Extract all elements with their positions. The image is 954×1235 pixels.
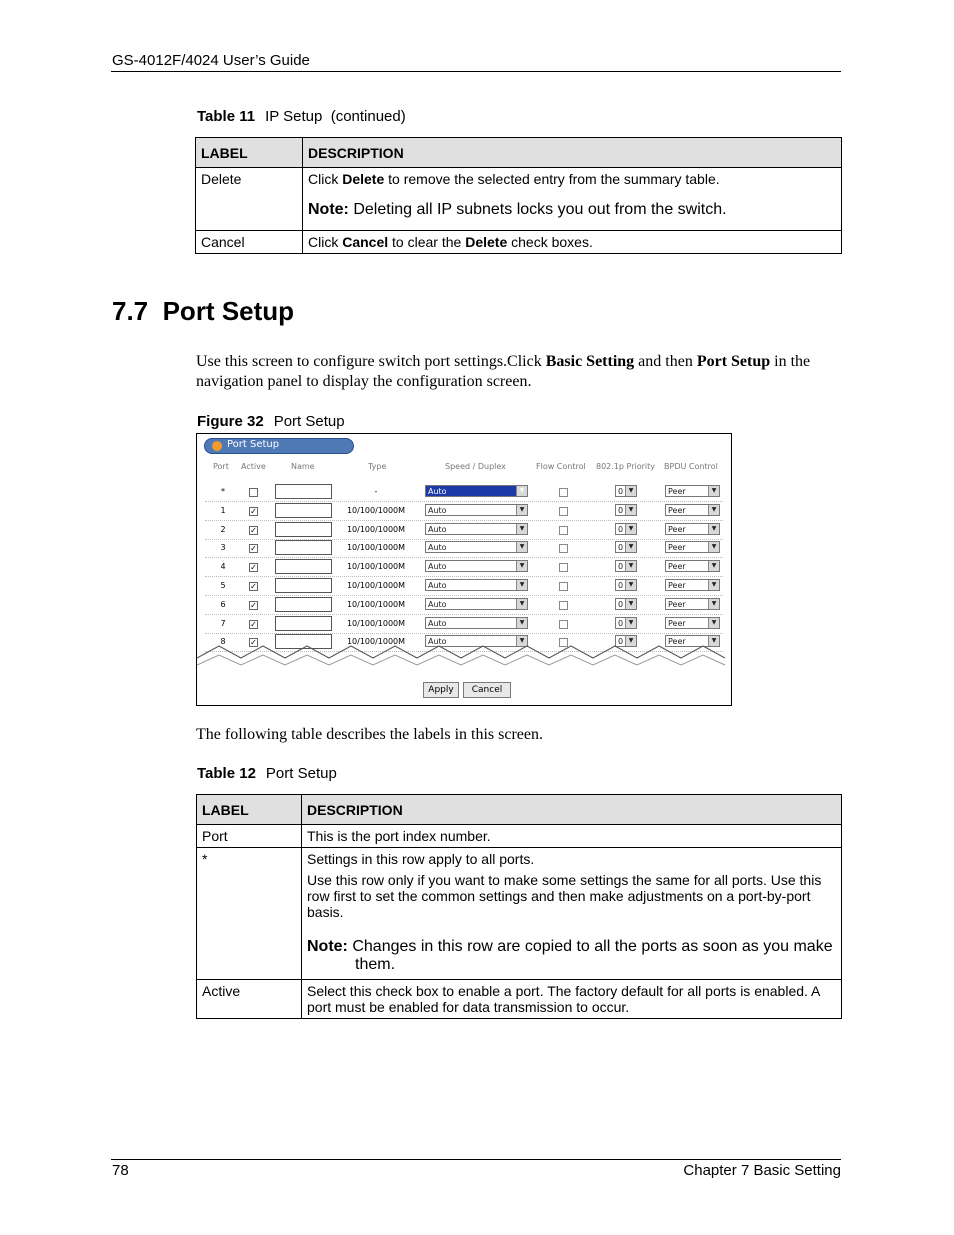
port-type: 10/100/1000M — [346, 543, 406, 553]
port-number: 1 — [220, 505, 226, 515]
port-row — [205, 538, 723, 558]
port-row — [205, 614, 723, 634]
chevron-down-icon: ▼ — [708, 542, 719, 552]
chevron-down-icon: ▼ — [708, 561, 719, 571]
flow-control-checkbox[interactable] — [559, 526, 568, 535]
row-label: Active — [197, 980, 302, 1019]
flow-control-checkbox[interactable] — [559, 507, 568, 516]
table-row — [197, 825, 842, 848]
tab-title: Port Setup — [227, 439, 280, 450]
speed-duplex-select[interactable]: Auto ▼ — [425, 541, 528, 553]
table12 — [196, 794, 842, 1019]
chevron-down-icon: ▼ — [625, 618, 636, 628]
torn-edge — [197, 644, 731, 670]
chevron-down-icon: ▼ — [708, 618, 719, 628]
name-input[interactable] — [275, 484, 332, 499]
section-title: 7.7 Port Setup — [112, 296, 295, 326]
chevron-down-icon: ▼ — [708, 486, 719, 496]
row-desc: Click Cancel to clear the Delete check boxes. — [303, 231, 842, 254]
speed-duplex-select[interactable]: Auto ▼ — [425, 598, 528, 610]
port-type: 10/100/1000M — [346, 599, 406, 609]
active-checkbox[interactable]: ✓ — [250, 563, 257, 573]
priority-select[interactable]: 0 ▼ — [615, 541, 637, 553]
chevron-down-icon: ▼ — [708, 524, 719, 534]
priority-select[interactable]: 0 ▼ — [615, 598, 637, 610]
chevron-down-icon: ▼ — [625, 580, 636, 590]
name-input[interactable] — [275, 578, 332, 593]
active-checkbox[interactable]: ✓ — [250, 582, 257, 591]
speed-duplex-select[interactable]: Auto ▼ — [425, 485, 528, 497]
chevron-down-icon: ▼ — [708, 636, 719, 646]
speed-duplex-select[interactable]: Auto ▼ — [425, 579, 528, 591]
chevron-down-icon: ▼ — [708, 599, 719, 609]
bpdu-control-select[interactable]: Peer ▼ — [665, 504, 720, 516]
speed-duplex-select[interactable]: Auto ▼ — [425, 504, 528, 516]
cancel-button[interactable]: Cancel — [463, 682, 511, 698]
table-row — [197, 980, 842, 1019]
chevron-down-icon: ▼ — [516, 505, 527, 515]
name-input[interactable] — [275, 597, 332, 612]
bpdu-control-select[interactable]: Peer ▼ — [665, 635, 720, 647]
col-type: Type — [368, 462, 387, 471]
name-input[interactable] — [275, 503, 332, 518]
port-row — [205, 482, 723, 502]
chevron-down-icon: ▼ — [516, 486, 527, 496]
port-type: 10/100/1000M — [346, 581, 406, 590]
port-type: - — [374, 487, 378, 496]
port-type: 10/100/1000M — [346, 618, 406, 628]
active-checkbox[interactable]: ✓ — [250, 544, 257, 554]
flow-control-checkbox[interactable] — [559, 563, 568, 572]
table12-caption-label: Table 12 — [197, 765, 256, 782]
row-label: Delete — [196, 168, 303, 231]
port-row — [205, 557, 723, 577]
table11 — [195, 137, 842, 254]
chevron-down-icon: ▼ — [625, 636, 636, 646]
table12-col-label: LABEL — [197, 795, 302, 825]
chevron-down-icon: ▼ — [516, 618, 527, 628]
flow-control-checkbox[interactable] — [559, 544, 568, 553]
table11-caption-label: Table 11 — [197, 108, 256, 125]
chevron-down-icon: ▼ — [708, 580, 719, 590]
flow-control-checkbox[interactable] — [559, 620, 568, 629]
name-input[interactable] — [275, 540, 332, 555]
apply-button[interactable]: Apply — [423, 682, 459, 698]
chevron-down-icon: ▼ — [625, 505, 636, 515]
active-checkbox[interactable]: ✓ — [250, 600, 257, 610]
bpdu-control-select[interactable]: Peer ▼ — [665, 598, 720, 610]
priority-select[interactable]: 0 ▼ — [615, 635, 637, 647]
speed-duplex-select[interactable]: Auto ▼ — [425, 635, 528, 647]
tab-bullet-icon — [212, 441, 222, 451]
row-label: Port — [197, 825, 302, 848]
priority-select[interactable]: 0 ▼ — [615, 560, 637, 572]
name-input[interactable] — [275, 616, 332, 631]
flow-control-checkbox[interactable] — [559, 601, 568, 610]
chevron-down-icon: ▼ — [516, 542, 527, 552]
flow-control-checkbox[interactable] — [559, 488, 568, 497]
table12-caption — [197, 765, 337, 782]
table11-col-desc: DESCRIPTION — [303, 138, 842, 168]
row-label: * — [197, 848, 302, 980]
row-label: Cancel — [196, 231, 303, 254]
name-input[interactable] — [275, 559, 332, 574]
table-row — [196, 168, 842, 231]
priority-select[interactable]: 0 ▼ — [615, 485, 637, 497]
row-desc: Select this check box to enable a port. The factory default for all ports is enabled. A port must be enabled for data transmission to occur. — [302, 980, 842, 1019]
port-number: 7 — [220, 618, 226, 628]
chevron-down-icon: ▼ — [516, 524, 527, 534]
port-number: 6 — [220, 599, 226, 609]
table11-caption — [197, 108, 406, 125]
speed-duplex-select[interactable]: Auto ▼ — [425, 617, 528, 629]
footer-rule — [111, 1159, 841, 1160]
chevron-down-icon: ▼ — [625, 599, 636, 609]
guide-title: GS-4012F/4024 User’s Guide — [112, 52, 310, 69]
chevron-down-icon: ▼ — [516, 636, 527, 646]
priority-select[interactable]: 0 ▼ — [615, 504, 637, 516]
row-desc: This is the port index number. — [302, 825, 842, 848]
bpdu-control-select[interactable]: Peer ▼ — [665, 541, 720, 553]
port-row — [205, 501, 723, 521]
page-number: 78 — [112, 1162, 129, 1179]
bpdu-control-select[interactable]: Peer ▼ — [665, 560, 720, 572]
flow-control-checkbox[interactable] — [559, 582, 568, 591]
speed-duplex-select[interactable]: Auto ▼ — [425, 523, 528, 535]
chevron-down-icon: ▼ — [625, 486, 636, 496]
col-active: Active — [241, 462, 266, 471]
port-type: 10/100/1000M — [346, 562, 406, 572]
chevron-down-icon: ▼ — [708, 505, 719, 515]
following-text: The following table describes the labels in this screen. — [196, 726, 544, 743]
col-bpdu: BPDU Control — [664, 462, 718, 471]
table-row — [196, 231, 842, 254]
table11-caption-title: IP Setup (continued) — [265, 108, 406, 125]
figure-caption — [197, 413, 345, 430]
table11-col-label: LABEL — [196, 138, 303, 168]
active-checkbox[interactable]: ✓ — [250, 638, 257, 648]
active-checkbox[interactable] — [249, 488, 258, 497]
active-checkbox[interactable]: ✓ — [250, 619, 257, 629]
port-number: 4 — [220, 562, 226, 572]
port-type: 10/100/1000M — [346, 637, 406, 647]
table12-col-desc: DESCRIPTION — [302, 795, 842, 825]
port-row — [205, 595, 723, 615]
header-rule — [111, 71, 841, 72]
chevron-down-icon: ▼ — [625, 524, 636, 534]
port-number: 3 — [220, 543, 226, 553]
port-row — [205, 520, 723, 540]
row-desc: Click Delete to remove the selected entry from the summary table. Note: Deleting all IP subnets locks you out from the switch. — [303, 168, 842, 231]
chevron-down-icon: ▼ — [625, 561, 636, 571]
speed-duplex-select[interactable]: Auto ▼ — [425, 560, 528, 572]
active-checkbox[interactable]: ✓ — [250, 525, 257, 535]
port-number: 8 — [220, 637, 226, 647]
chevron-down-icon: ▼ — [625, 542, 636, 552]
chevron-down-icon: ▼ — [516, 599, 527, 609]
col-speed: Speed / Duplex — [445, 462, 506, 471]
figure-caption-label: Figure 32 — [197, 413, 264, 430]
port-type: 10/100/1000M — [346, 524, 406, 534]
table-row — [197, 848, 842, 980]
bpdu-control-select[interactable]: Peer ▼ — [665, 523, 720, 535]
table12-caption-title: Port Setup — [265, 765, 337, 782]
chevron-down-icon: ▼ — [516, 580, 527, 590]
col-priority: 802.1p Priority — [596, 462, 655, 471]
col-port: Port — [213, 462, 229, 471]
name-input[interactable] — [275, 522, 332, 537]
port-number: * — [221, 487, 225, 496]
priority-select[interactable]: 0 ▼ — [615, 579, 637, 591]
bpdu-control-select[interactable]: Peer ▼ — [665, 579, 720, 591]
row-desc: Settings in this row apply to all ports. Use this row only if you want to make some settings the same for all ports. Use this row first to set the common settings and then make adjustments on a port-by-port basis. Note: Changes in this row are copied to all the ports as soon as you make them. — [302, 848, 842, 980]
port-number: 5 — [220, 581, 226, 590]
bpdu-control-select[interactable]: Peer ▼ — [665, 617, 720, 629]
figure-caption-title: Port Setup — [273, 413, 345, 430]
chevron-down-icon: ▼ — [516, 561, 527, 571]
intro-paragraph: Use this screen to configure switch port settings.Click Basic Setting and then Port Setup in the navigation panel to display the configuration screen. — [196, 353, 811, 390]
port-setup-tab[interactable] — [204, 438, 354, 454]
col-name: Name — [291, 462, 315, 471]
port-type: 10/100/1000M — [346, 505, 406, 515]
col-flow: Flow Control — [536, 462, 586, 471]
port-setup-screenshot — [196, 433, 732, 706]
chapter-title: Chapter 7 Basic Setting — [683, 1162, 841, 1179]
port-row — [205, 576, 723, 596]
priority-select[interactable]: 0 ▼ — [615, 523, 637, 535]
bpdu-control-select[interactable]: Peer ▼ — [665, 485, 720, 497]
active-checkbox[interactable]: ✓ — [250, 506, 257, 516]
port-number: 2 — [220, 524, 226, 534]
priority-select[interactable]: 0 ▼ — [615, 617, 637, 629]
